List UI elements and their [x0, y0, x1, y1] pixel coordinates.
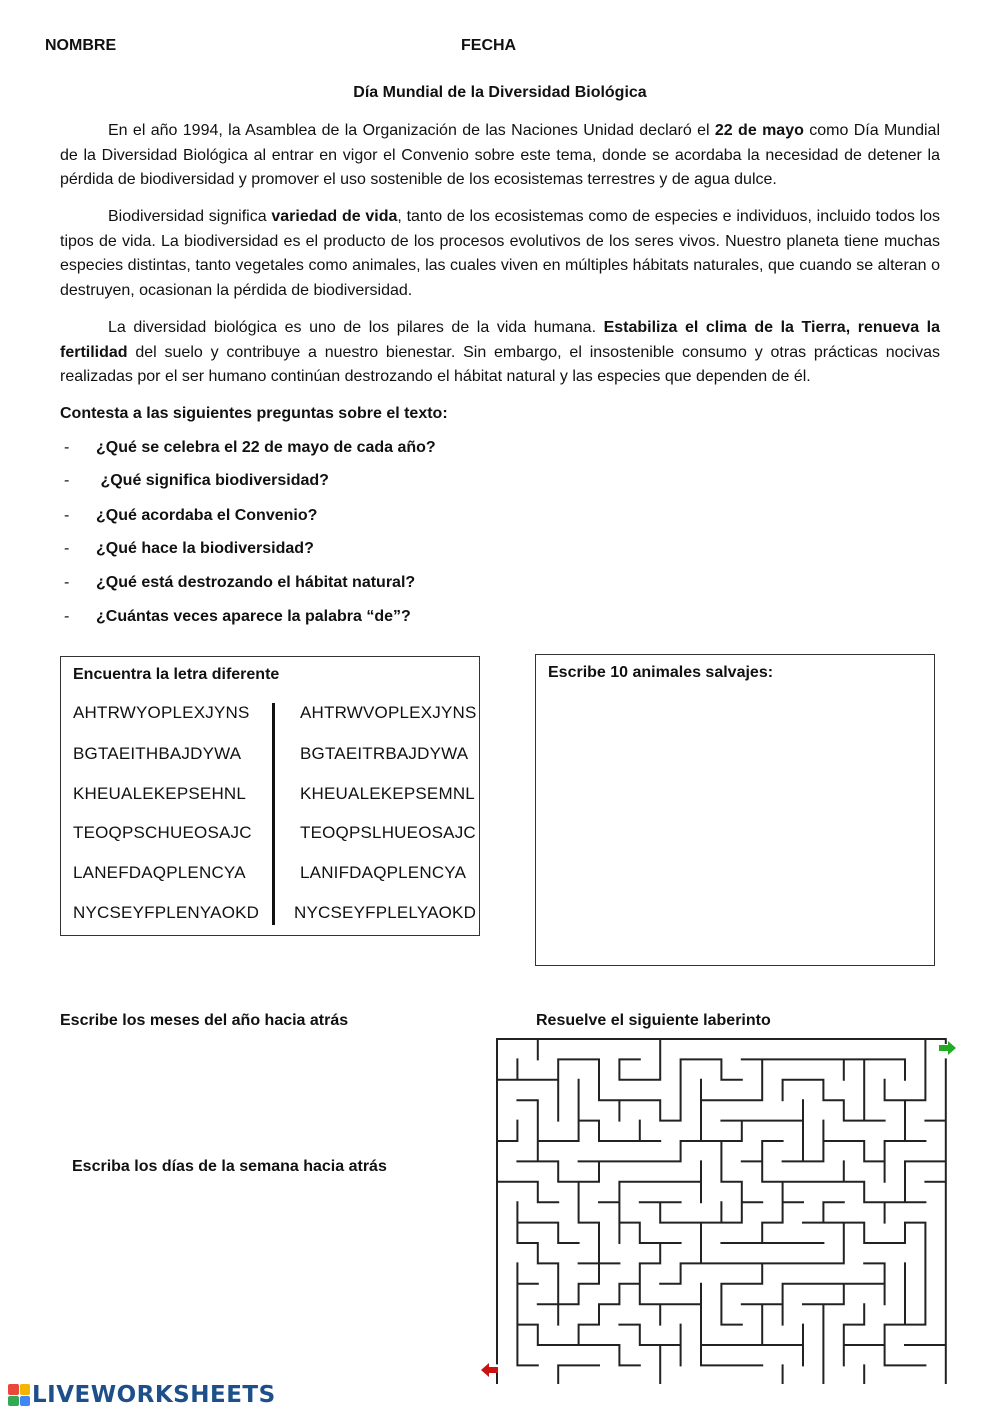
- paragraph-bold: 22 de mayo: [714, 122, 804, 139]
- question-item: [64, 540, 314, 558]
- sequence-left: LANEFDAQPLENCYA: [73, 863, 246, 882]
- question-item: [64, 439, 436, 457]
- paragraph-text: como Día Mundial de la Diversidad Biológica al entrar en vigor el Convenio sobre este tema, donde se acordaba la necesidad de detener la pérdida de biodiversidad y promover el uso sostenible de los ecosistemas terrestres y de agua dulce.: [60, 122, 941, 188]
- sequence-right: BGTAEITRBAJDYWA: [300, 744, 469, 763]
- animals-box-title: Escribe 10 animales salvajes:: [548, 664, 774, 681]
- question-item: [64, 608, 411, 626]
- question-text: ¿Qué hace la biodiversidad?: [96, 540, 314, 557]
- paragraph-text: , tanto de los ecosistemas como de especies e individuos, incluido todos los tipos de vida. La biodiversidad es el producto de los procesos evolutivos de los seres vivos. Nuestro planeta tiene muchas especies distintas, tanto vegetales como animales, las cuales viven en múltiples hábitats naturales, que cuando se alteran o destruyen, ocasionan la pérdida de biodiversidad.: [60, 208, 941, 299]
- logo-text: LIVEWORKSHEETS: [32, 1382, 276, 1408]
- sequence-right: LANIFDAQPLENCYA: [300, 863, 467, 882]
- paragraph-text: Biodiversidad significa: [108, 208, 272, 225]
- paragraph-text: del suelo y contribuye a nuestro bienestar. Sin embargo, el insostenible consumo y otras prácticas nocivas realizadas por el ser humano continúan destrozando el hábitat natural y las especies que dependen de él.: [60, 343, 940, 385]
- paragraph-1: [60, 119, 940, 193]
- question-text: ¿Qué significa biodiversidad?: [96, 472, 329, 489]
- maze-title: Resuelve el siguiente laberinto: [536, 1012, 771, 1029]
- sequence-left: KHEUALEKEPSEHNL: [73, 784, 247, 803]
- list-dash: -: [64, 540, 70, 557]
- column-divider: [272, 703, 275, 925]
- date-label: FECHA: [461, 37, 517, 54]
- list-dash: -: [64, 507, 70, 524]
- paragraph-3: [60, 316, 940, 390]
- weekdays-backwards-label: Escriba los días de la semana hacia atrás: [72, 1158, 387, 1175]
- sequence-right: TEOQPSLHUEOSAJC: [300, 823, 476, 842]
- paragraph-bold: variedad de vida: [271, 208, 398, 225]
- maze-walls: [497, 1039, 946, 1384]
- liveworksheets-logo: [8, 1380, 276, 1410]
- maze-start-arrow-icon: [939, 1041, 956, 1055]
- question-text: ¿Qué está destrozando el hábitat natural?: [96, 574, 416, 591]
- question-item: [64, 507, 317, 525]
- questions-heading: Contesta a las siguientes preguntas sobre el texto:: [60, 405, 448, 422]
- sequence-right: KHEUALEKEPSEMNL: [300, 784, 475, 803]
- question-text: ¿Cuántas veces aparece la palabra “de”?: [96, 608, 411, 625]
- list-dash: -: [64, 439, 70, 456]
- paragraph-text: En el año 1994, la Asamblea de la Organización de las Naciones Unidad declaró el: [108, 122, 715, 139]
- logo-badge-icon: [8, 1384, 30, 1406]
- paragraph-2: [60, 205, 940, 303]
- paragraph-text: La diversidad biológica es uno de los pilares de la vida humana.: [108, 319, 604, 336]
- list-dash: -: [64, 608, 70, 625]
- sequence-left: AHTRWYOPLEXJYNS: [73, 703, 250, 722]
- maze[interactable]: [478, 1036, 960, 1384]
- maze-end-arrow-icon: [481, 1363, 498, 1377]
- page-title: Día Mundial de la Diversidad Biológica: [353, 84, 647, 101]
- letter-difference-box: [60, 656, 480, 936]
- sequence-right: AHTRWVOPLEXJYNS: [300, 703, 477, 722]
- question-item: [64, 574, 415, 592]
- sequence-left: BGTAEITHBAJDYWA: [73, 744, 242, 763]
- list-dash: -: [64, 472, 70, 489]
- question-item: [64, 472, 329, 490]
- sequence-left: NYCSEYFPLENYAOKD: [73, 903, 260, 922]
- paragraph-bold: Estabiliza el clima de la Tierra, renueva la fertilidad: [60, 319, 941, 361]
- maze-wall-path: [497, 1039, 946, 1384]
- sequence-left: TEOQPSCHUEOSAJC: [73, 823, 252, 842]
- question-text: ¿Qué se celebra el 22 de mayo de cada año?: [96, 439, 436, 456]
- list-dash: -: [64, 574, 70, 591]
- question-text: ¿Qué acordaba el Convenio?: [96, 507, 318, 524]
- letter-box-title: Encuentra la letra diferente: [73, 666, 280, 683]
- months-backwards-label: Escribe los meses del año hacia atrás: [60, 1012, 349, 1029]
- sequence-right: NYCSEYFPLELYAOKD: [294, 903, 477, 922]
- animals-answer-box[interactable]: [535, 654, 935, 966]
- name-label: NOMBRE: [45, 37, 117, 54]
